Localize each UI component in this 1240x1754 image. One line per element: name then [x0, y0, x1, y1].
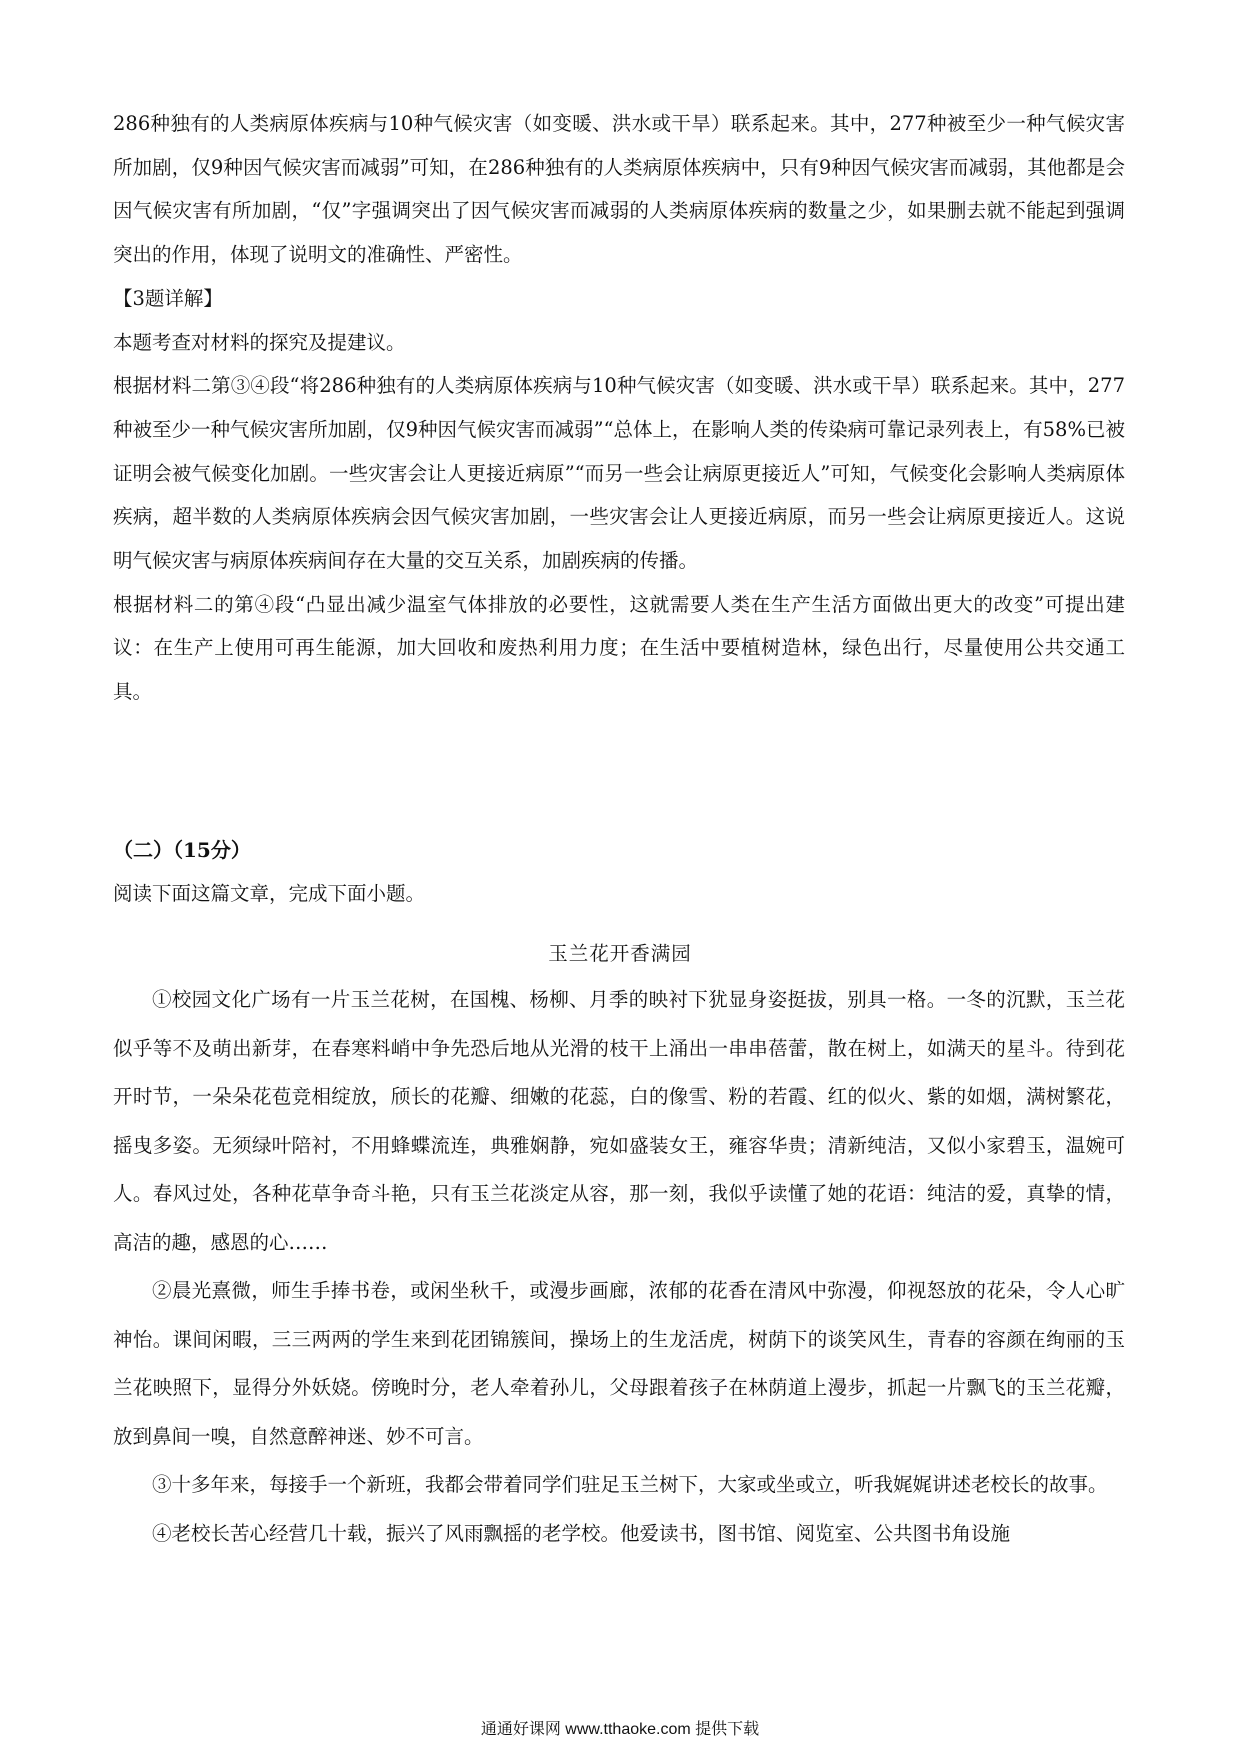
article-paragraph-4: ④老校长苦心经营几十载，振兴了风雨飘摇的老学校。他爱读书，图书馆、阅览室、公共图书角设施: [152, 1521, 1011, 1545]
section-instruction: 阅读下面这篇文章，完成下面小题。: [113, 882, 426, 905]
answer-explanation: [113, 102, 1125, 714]
paragraph-question-3-suggestion: 根据材料二的第④段“凸显出减少温室气体排放的必要性，这就需要人类在生产生活方面做出更大的改变”可提出建议：在生产上使用可再生能源，加大回收和废热利用力度；在生活中要植树造林，绿色出行，尽量使用公共交通工具。: [113, 592, 1125, 704]
article-paragraph-3: ③十多年来，每接手一个新班，我都会带着同学们驻足玉兰树下，大家或坐或立，听我娓娓讲述老校长的故事。: [152, 1473, 1108, 1496]
article-paragraph-1: ①校园文化广场有一片玉兰花树，在国槐、杨柳、月季的映衬下犹显身姿挺拔，别具一格。一冬的沉默，玉兰花似乎等不及萌出新芽，在春寒料峭中争先恐后地从光滑的枝干上涌出一串串蓓蕾，散在树上，如满天的星斗。待到花开时节，一朵朵花苞竞相绽放，颀长的花瓣、细嫩的花蕊，白的像雪、粉的若霞、红的似火、紫的如烟，满树繁花，摇曳多姿。无须绿叶陪衬，不用蜂蝶流连，典雅娴静，宛如盛装女王，雍容华贵；清新纯洁，又似小家碧玉，温婉可人。春风过处，各种花草争奇斗艳，只有玉兰花淡定从容，那一刻，我似乎读懂了她的花语：纯洁的爱，真挚的情，高洁的趣，感恩的心……: [113, 988, 1125, 1254]
article-body: [113, 976, 1125, 1558]
paragraph-explanation-2: 286种独有的人类病原体疾病与10种气候灾害（如变暖、洪水或干旱）联系起来。其中，277种被至少一种气候灾害所加剧，仅9种因气候灾害而减弱”可知，在286种独有的人类病原体疾病中，只有9种因气候灾害而减弱，其他都是会因气候灾害有所加剧，“仅”字强调突出了因气候灾害而减弱的人类病原体疾病的数量之少，如果删去就不能起到强调突出的作用，体现了说明文的准确性、严密性。: [113, 112, 1125, 267]
article-paragraph-2: ②晨光熹微，师生手捧书卷，或闲坐秋千，或漫步画廊，浓郁的花香在清风中弥漫，仰视怒放的花朵，令人心旷神怡。课间闲暇，三三两两的学生来到花团锦簇间，操场上的生龙活虎，树荫下的谈笑风生，青春的容颜在绚丽的玉兰花映照下，显得分外妖娆。傍晚时分，老人牵着孙儿，父母跟着孩子在林荫道上漫步，抓起一片飘飞的玉兰花瓣，放到鼻间一嗅，自然意醉神迷、妙不可言。: [113, 1279, 1125, 1448]
section-heading: （二）（15分）: [113, 838, 251, 862]
page-footer: 通通好课网 www.tthaoke.com 提供下载: [480, 1721, 760, 1738]
article-title: 玉兰花开香满园: [548, 942, 692, 965]
paragraph-question-3-intro: 本题考查对材料的探究及提建议。: [113, 330, 406, 354]
paragraph-question-3-analysis: 根据材料二第③④段“将286种独有的人类病原体疾病与10种气候灾害（如变暖、洪水或干旱）联系起来。其中，277种被至少一种气候灾害所加剧，仅9种因气候灾害而减弱”“总体上，在影响人类的传染病可靠记录列表上，有58%已被证明会被气候变化加剧。一些灾害会让人更接近病原”“而另一些会让病原更接近人”可知，气候变化会影响人类病原体疾病，超半数的人类病原体疾病会因气候灾害加剧，一些灾害会让人更接近病原，而另一些会让病原更接近人。这说明气候灾害与病原体疾病间存在大量的交互关系，加剧疾病的传播。: [113, 374, 1125, 573]
subheading-question-3: 【3题详解】: [113, 286, 223, 310]
